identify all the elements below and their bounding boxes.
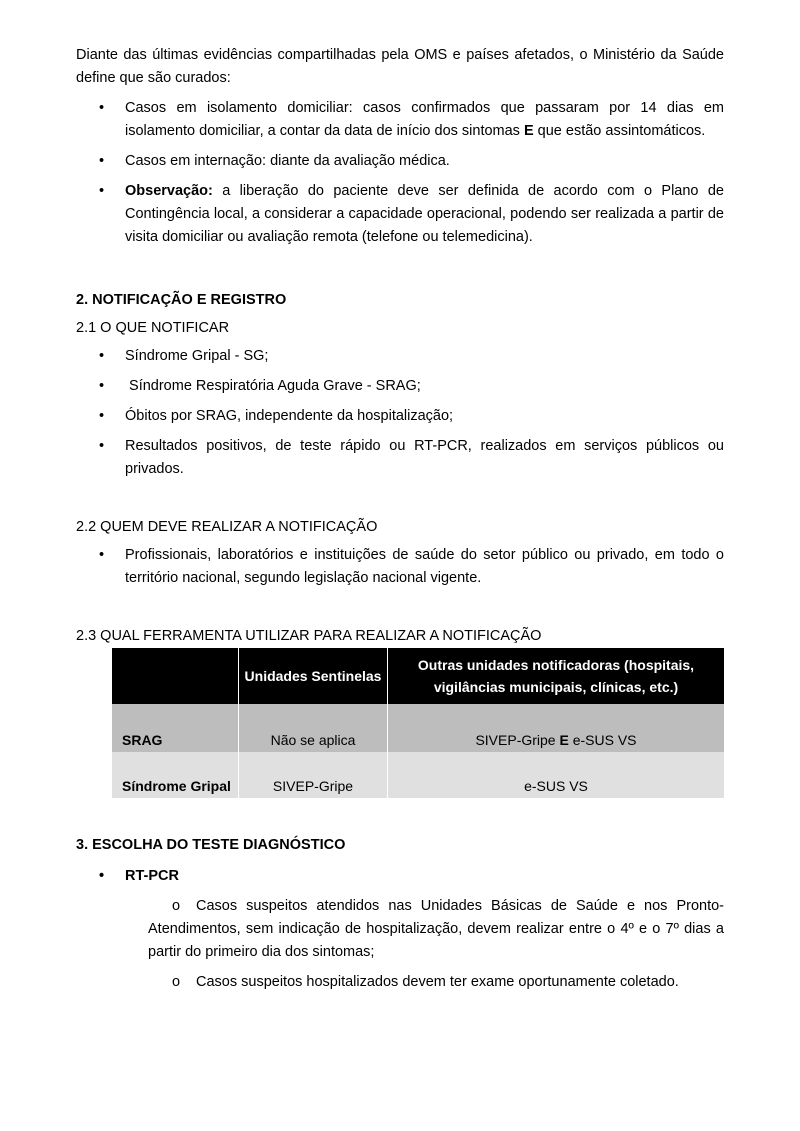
list-item [148, 971, 724, 994]
notification-table [112, 648, 724, 798]
emphasis: E [523, 123, 534, 139]
table-row [112, 752, 724, 798]
test-list [76, 865, 724, 888]
table-cell: SIVEP-Gripe [239, 752, 388, 798]
subsection-heading: 2.2 QUEM DEVE REALIZAR A NOTIFICAÇÃO [76, 519, 378, 535]
list-item: • Profissionais, laboratórios e instituições de saúde do setor público ou privado, em todo o território nacional, segundo legislação nacional vigente. [76, 544, 724, 590]
section-heading: 2. NOTIFICAÇÃO E REGISTRO [76, 292, 287, 308]
circle-bullet-icon: o [172, 974, 181, 990]
list-item: • Óbitos por SRAG, independente da hospitalização; [76, 405, 724, 428]
emphasis: E [559, 732, 569, 748]
list-item [148, 895, 724, 964]
table-cell: e-SUS VS [388, 752, 725, 798]
table-header [112, 648, 239, 704]
section-heading: 3. ESCOLHA DO TESTE DIAGNÓSTICO [76, 837, 346, 853]
list-item: • Resultados positivos, de teste rápido ou RT-PCR, realizados em serviços públicos ou privados. [76, 435, 724, 481]
intro-paragraph: Diante das últimas evidências compartilhadas pela OMS e países afetados, o Ministério da Saúde define que são curados: [76, 47, 724, 86]
list-item: • Síndrome Respiratória Aguda Grave - SRAG; [76, 375, 724, 398]
table-row [112, 704, 724, 752]
item-text: que estão assintomáticos. [533, 123, 706, 139]
list-item: • Síndrome Gripal - SG; [76, 345, 724, 368]
subsection-heading: 2.3 QUAL FERRAMENTA UTILIZAR PARA REALIZAR A NOTIFICAÇÃO [76, 628, 542, 644]
who-list [76, 544, 724, 590]
table-cell: Não se aplica [239, 704, 388, 752]
list-item [76, 97, 724, 143]
row-label: Síndrome Gripal [112, 752, 239, 798]
cell-text: e-SUS VS [568, 732, 637, 748]
list-item: • RT-PCR [76, 865, 724, 888]
document-page [76, 44, 724, 1001]
list-item [76, 180, 724, 249]
rtpcr-sublist [76, 895, 724, 994]
table-header-row [112, 648, 724, 704]
item-text: Casos suspeitos atendidos nas Unidades Básicas de Saúde e nos Pronto-Atendimentos, sem indicação de hospitalização, devem realizar entre o 4º e o 7º dias a partir do primeiro dia dos sintomas; [148, 898, 724, 960]
table-header: Outras unidades notificadoras (hospitais, vigilâncias municipais, clínicas, etc.) [388, 648, 725, 704]
notify-list [76, 345, 724, 481]
table-cell [388, 704, 725, 752]
item-text: Casos em isolamento domiciliar: casos confirmados que passaram por 14 dias em isolamento domiciliar, a contar da data de início dos sintomas [125, 100, 724, 139]
emphasis: Observação: [125, 183, 213, 199]
cured-list [76, 97, 724, 249]
list-item [76, 150, 724, 173]
item-text: Casos suspeitos hospitalizados devem ter exame oportunamente coletado. [196, 974, 679, 990]
subsection-heading: 2.1 O QUE NOTIFICAR [76, 320, 230, 336]
row-label: SRAG [112, 704, 239, 752]
item-text: a liberação do paciente deve ser definida de acordo com o Plano de Contingência local, a considerar a capacidade operacional, podendo ser realizada a partir de visita domiciliar ou avaliação remota (telefone ou telemedicina). [125, 183, 724, 245]
cell-text: SIVEP-Gripe [475, 732, 560, 748]
item-text: Casos em internação: diante da avaliação médica. [125, 153, 450, 169]
table-header: Unidades Sentinelas [239, 648, 388, 704]
circle-bullet-icon: o [172, 898, 181, 914]
